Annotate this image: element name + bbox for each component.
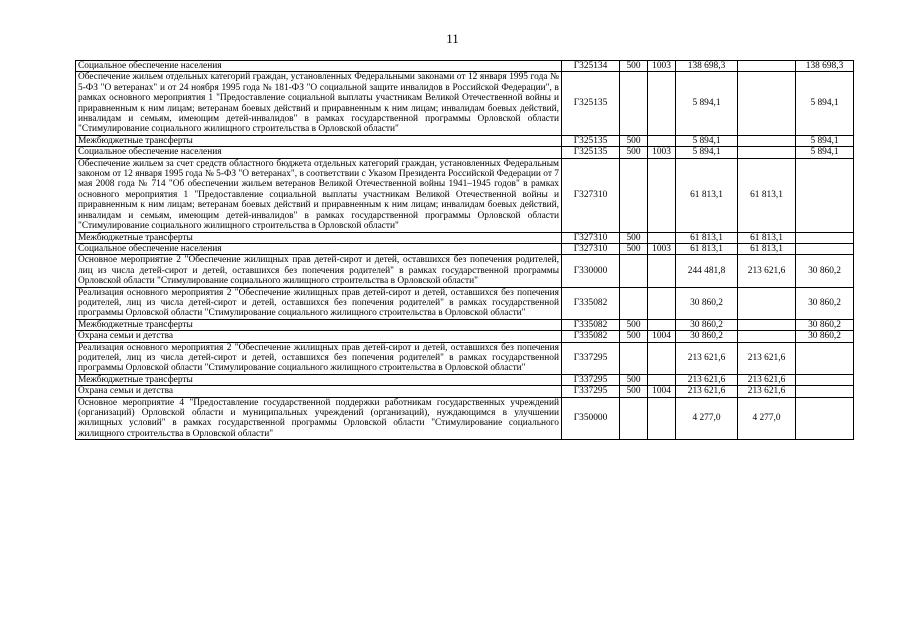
table-row [76, 243, 854, 254]
expense-name-cell: Основное мероприятие 4 "Предоставление государственной поддержки работникам государственных учреждений (организаций) Орловской области и муниципальных учреждений (организаций), нуждающимся в улучшении жилищных условий" в рамках государственной программы Орловской области "Стимулирование социального жилищного строительства в Орловской области" [76, 397, 562, 440]
expense-name-cell: Социальное обеспечение населения [76, 61, 562, 72]
target-article-code-cell: Г330000 [562, 255, 620, 287]
amount-column-2-cell [796, 386, 854, 397]
expense-type-cell [620, 287, 648, 319]
expense-name-cell: Обеспечение жильем отдельных категорий граждан, установленных Федеральными законами от 12 января 1995 года № 5-ФЗ "О ветеранах" и от 24 ноября 1995 года № 181-ФЗ "О социальной защите инвалидов в Российской Федерации", в рамках основного мероприятия 1 "Предоставление социальной выплаты участникам Великой Отечественной войны и приравненным к ним лицам; ветеранам боевых действий и приравненным к ним лицам; инвалидам боевых действий, инвалидам и семьям, имеющим детей-инвалидов" в рамках государственной программы Орловской области "Стимулирование социального жилищного строительства в Орловской области" [76, 72, 562, 135]
total-amount-cell: 213 621,6 [676, 374, 738, 385]
expense-type-cell: 500 [620, 135, 648, 146]
section-code-cell: 1003 [648, 61, 676, 72]
expense-type-cell [620, 397, 648, 440]
section-code-cell [648, 397, 676, 440]
amount-column-1-cell: 61 813,1 [738, 243, 796, 254]
table-row [76, 342, 854, 374]
section-code-cell: 1004 [648, 386, 676, 397]
total-amount-cell: 5 894,1 [676, 147, 738, 158]
amount-column-1-cell [738, 135, 796, 146]
expense-name-cell: Обеспечение жильем за счет средств областного бюджета отдельных категорий граждан, установленных Федеральным законом от 12 января 1995 года № 5-ФЗ "О ветеранах", в соответствии с Указом Президента Российской Федерации от 7 мая 2008 года № 714 "Об обеспечении жильем ветеранов Великой Отечественной войны 1941–1945 годов" в рамках основного мероприятия 1 "Предоставление социальной выплаты участникам Великой Отечественной войны и приравненным к ним лицам; ветеранам боевых действий и приравненным к ним лицам; инвалидам боевых действий, инвалидам и семьям, имеющим детей-инвалидов" в рамках государственной программы Орловской области "Стимулирование социального жилищного строительства в Орловской области" [76, 158, 562, 232]
target-article-code-cell: Г337295 [562, 342, 620, 374]
expense-type-cell [620, 72, 648, 135]
target-article-code-cell: Г327310 [562, 243, 620, 254]
total-amount-cell: 5 894,1 [676, 72, 738, 135]
section-code-cell [648, 319, 676, 330]
amount-column-2-cell: 138 698,3 [796, 61, 854, 72]
amount-column-2-cell [796, 374, 854, 385]
total-amount-cell: 30 860,2 [676, 331, 738, 342]
amount-column-2-cell: 30 860,2 [796, 331, 854, 342]
expense-name-cell: Социальное обеспечение населения [76, 147, 562, 158]
table-row [76, 72, 854, 135]
section-code-cell [648, 72, 676, 135]
amount-column-2-cell [796, 243, 854, 254]
total-amount-cell: 244 481,8 [676, 255, 738, 287]
total-amount-cell: 61 813,1 [676, 243, 738, 254]
amount-column-1-cell: 61 813,1 [738, 158, 796, 232]
table-row [76, 386, 854, 397]
table-row [76, 331, 854, 342]
amount-column-1-cell: 213 621,6 [738, 342, 796, 374]
section-code-cell [648, 135, 676, 146]
target-article-code-cell: Г337295 [562, 386, 620, 397]
table-row [76, 147, 854, 158]
expense-name-cell: Социальное обеспечение населения [76, 243, 562, 254]
target-article-code-cell: Г337295 [562, 374, 620, 385]
expense-type-cell: 500 [620, 147, 648, 158]
table-row [76, 255, 854, 287]
expense-name-cell: Межбюджетные трансферты [76, 135, 562, 146]
expense-type-cell: 500 [620, 386, 648, 397]
amount-column-1-cell [738, 72, 796, 135]
expense-type-cell [620, 342, 648, 374]
total-amount-cell: 61 813,1 [676, 158, 738, 232]
amount-column-1-cell: 213 621,6 [738, 255, 796, 287]
section-code-cell [648, 287, 676, 319]
amount-column-1-cell [738, 319, 796, 330]
amount-column-2-cell: 30 860,2 [796, 319, 854, 330]
expense-name-cell: Основное мероприятие 2 "Обеспечение жилищных прав детей-сирот и детей, оставшихся без попечения родителей, лиц из числа детей-сирот и детей, оставшихся без попечения родителей" в рамках государственной программы Орловской области "Стимулирование социального жилищного строительства в Орловской области" [76, 255, 562, 287]
table-row [76, 319, 854, 330]
expense-type-cell [620, 158, 648, 232]
total-amount-cell: 30 860,2 [676, 287, 738, 319]
table-row [76, 61, 854, 72]
total-amount-cell: 5 894,1 [676, 135, 738, 146]
target-article-code-cell: Г325134 [562, 61, 620, 72]
amount-column-2-cell: 5 894,1 [796, 135, 854, 146]
amount-column-1-cell: 213 621,6 [738, 386, 796, 397]
section-code-cell [648, 158, 676, 232]
expense-name-cell: Реализация основного мероприятия 2 "Обеспечение жилищных прав детей-сирот и детей, оставшихся без попечения родителей, лиц из числа детей-сирот и детей, оставшихся без попечения родителей" в рамках государственной программы Орловской области "Стимулирование социального жилищного строительства в Орловской области" [76, 287, 562, 319]
amount-column-1-cell: 213 621,6 [738, 374, 796, 385]
expense-type-cell: 500 [620, 331, 648, 342]
section-code-cell [648, 374, 676, 385]
expense-type-cell: 500 [620, 232, 648, 243]
section-code-cell [648, 255, 676, 287]
expense-type-cell: 500 [620, 319, 648, 330]
amount-column-1-cell: 4 277,0 [738, 397, 796, 440]
section-code-cell: 1003 [648, 147, 676, 158]
total-amount-cell: 30 860,2 [676, 319, 738, 330]
total-amount-cell: 61 813,1 [676, 232, 738, 243]
amount-column-1-cell: 61 813,1 [738, 232, 796, 243]
target-article-code-cell: Г325135 [562, 72, 620, 135]
table-row [76, 397, 854, 440]
expense-name-cell: Межбюджетные трансферты [76, 319, 562, 330]
total-amount-cell: 213 621,6 [676, 386, 738, 397]
expense-name-cell: Межбюджетные трансферты [76, 374, 562, 385]
table-body [76, 61, 854, 440]
section-code-cell [648, 342, 676, 374]
target-article-code-cell: Г327310 [562, 232, 620, 243]
target-article-code-cell: Г350000 [562, 397, 620, 440]
section-code-cell: 1004 [648, 331, 676, 342]
section-code-cell [648, 232, 676, 243]
expense-type-cell: 500 [620, 61, 648, 72]
amount-column-2-cell [796, 342, 854, 374]
target-article-code-cell: Г325135 [562, 135, 620, 146]
amount-column-1-cell [738, 147, 796, 158]
expense-name-cell: Межбюджетные трансферты [76, 232, 562, 243]
total-amount-cell: 4 277,0 [676, 397, 738, 440]
amount-column-2-cell: 30 860,2 [796, 287, 854, 319]
budget-table [75, 60, 854, 440]
amount-column-2-cell: 5 894,1 [796, 147, 854, 158]
amount-column-2-cell [796, 232, 854, 243]
section-code-cell: 1003 [648, 243, 676, 254]
expense-type-cell: 500 [620, 243, 648, 254]
target-article-code-cell: Г335082 [562, 331, 620, 342]
total-amount-cell: 138 698,3 [676, 61, 738, 72]
amount-column-1-cell [738, 61, 796, 72]
amount-column-1-cell [738, 287, 796, 319]
target-article-code-cell: Г325135 [562, 147, 620, 158]
amount-column-2-cell: 30 860,2 [796, 255, 854, 287]
target-article-code-cell: Г327310 [562, 158, 620, 232]
table-row [76, 158, 854, 232]
page-number: 11 [446, 31, 459, 46]
table-row [76, 374, 854, 385]
amount-column-2-cell: 5 894,1 [796, 72, 854, 135]
expense-type-cell [620, 255, 648, 287]
table-row [76, 135, 854, 146]
target-article-code-cell: Г335082 [562, 319, 620, 330]
table-row [76, 232, 854, 243]
expense-name-cell: Охрана семьи и детства [76, 331, 562, 342]
expense-name-cell: Охрана семьи и детства [76, 386, 562, 397]
expense-type-cell: 500 [620, 374, 648, 385]
amount-column-2-cell [796, 158, 854, 232]
table-row [76, 287, 854, 319]
amount-column-1-cell [738, 331, 796, 342]
amount-column-2-cell [796, 397, 854, 440]
target-article-code-cell: Г335082 [562, 287, 620, 319]
total-amount-cell: 213 621,6 [676, 342, 738, 374]
expense-name-cell: Реализация основного мероприятия 2 "Обеспечение жилищных прав детей-сирот и детей, оставшихся без попечения родителей, лиц из числа детей-сирот и детей, оставшихся без попечения родителей" в рамках государственной программы Орловской области "Стимулирование социального жилищного строительства в Орловской области" [76, 342, 562, 374]
